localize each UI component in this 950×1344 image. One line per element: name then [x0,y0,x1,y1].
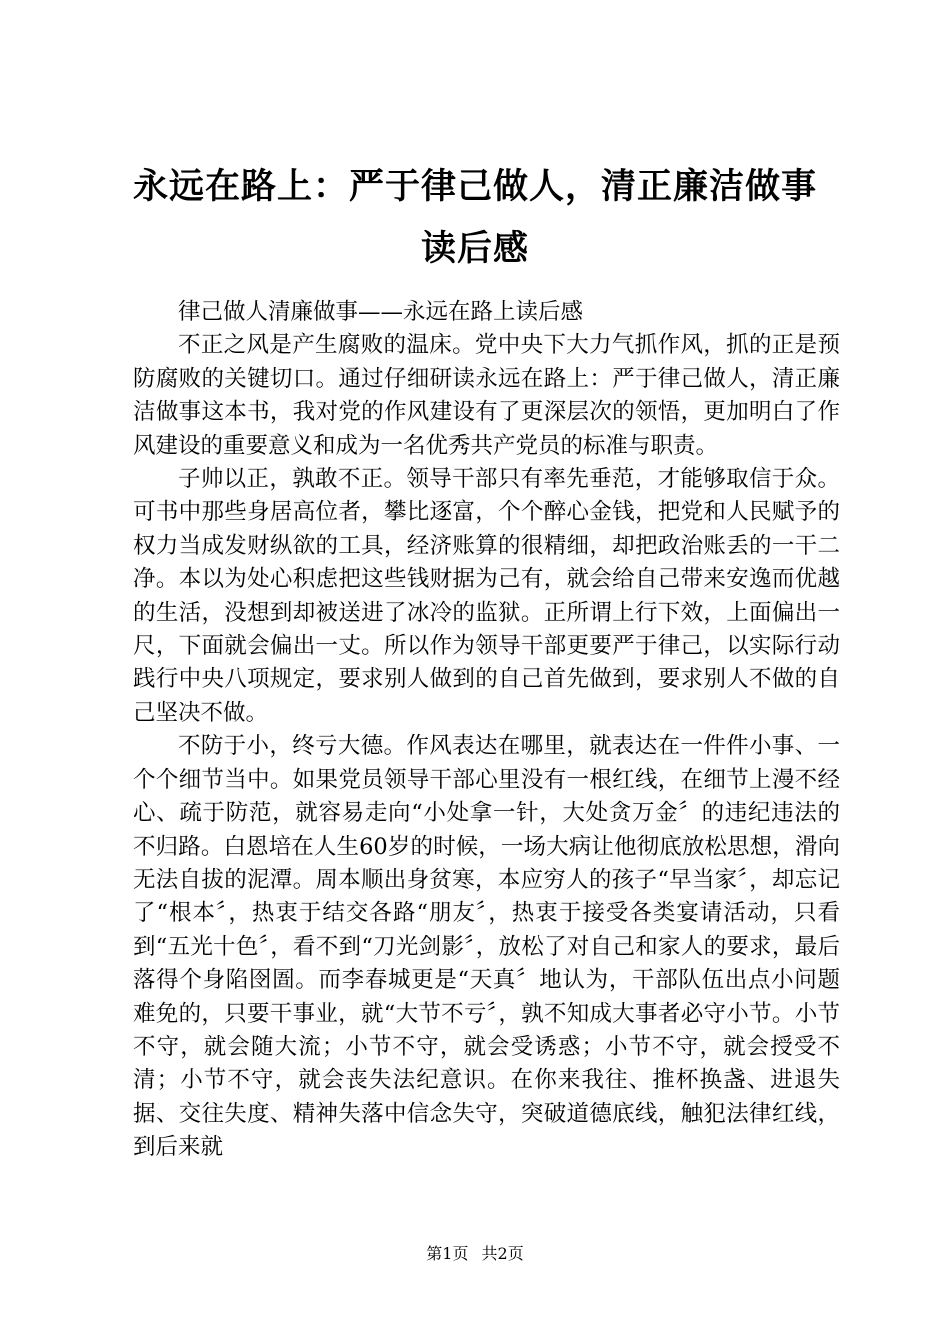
document-title: 永远在路上：严于律己做人，清正廉洁做事读后感 [132,166,817,269]
paragraph-subtitle: 律己做人清廉做事——永远在路上读后感 [178,299,584,325]
paragraph: 子帅以正，孰敢不正。领导干部只有率先垂范，才能够取信于众。可书中那些身居高位者，攀比逐富，个个醉心金钱，把党和人民赋予的权力当成发财纵欲的工具，经济账算的很精细，却把政治账丢的一干二净。本以为处心积虑把这些钱财据为己有，就会给自己带来安逸而优越的生活，没想到却被送进了冰冷的监狱。正所谓上行下效，上面偏出一尺，下面就会偏出一丈。所以作为领导干部更要严于律己，以实际行动践行中央八项规定，要求别人做到的自己首先做到，要求别人不做的自己坚决不做。 [133,466,840,726]
paragraph: 不防于小，终亏大德。作风表达在哪里，就表达在一件件小事、一个个细节当中。如果党员领导干部心里没有一根红线，在细节上漫不经心、疏于防范，就容易走向“小处拿一针，大处贪万金〞的违纪违法的不归路。白恩培在人生60岁的时候，一场大病让他彻底放松思想，滑向无法自拔的泥潭。周本顺出身贫寒，本应穷人的孩子“早当家〞，却忘记了“根本〞，热衷于结交各路“朋友〞，热衷于接受各类宴请活动，只看到“五光十色〞，看不到“刀光剑影〞，放松了对自己和家人的要求，最后落得个身陷囹圄。而李春城更是“天真〞地认为，干部队伍出点小问题难免的，只要干事业，就“大节不亏〞，孰不知成大事者必守小节。小节不守，就会随大流；小节不守，就会受诱惑；小节不守，就会授受不清；小节不守，就会丧失法纪意识。在你来我往、推杯换盏、进退失据、交往失度、精神失落中信念失守，突破道德底线，触犯法律红线，到后来就 [133,733,840,1161]
page-footer [0,1243,950,1265]
page-number-current: 第1页 [426,1244,469,1263]
document-body [133,296,840,1165]
page-number-total: 共2页 [481,1244,524,1263]
paragraph: 不正之风是产生腐败的温床。党中央下大力气抓作风，抓的正是预防腐败的关键切口。通过仔细研读永远在路上：严于律己做人，清正廉洁做事这本书，我对党的作风建设有了更深层次的领悟，更加明白了作风建设的重要意义和成为一名优秀共产党员的标准与职责。 [133,332,840,459]
